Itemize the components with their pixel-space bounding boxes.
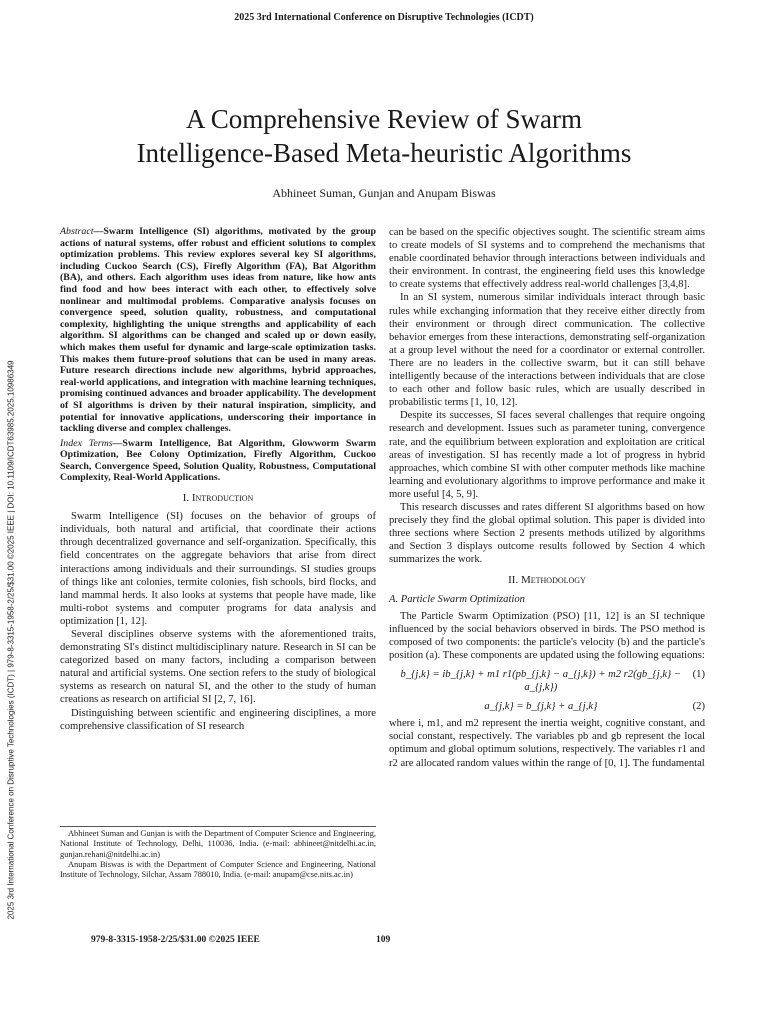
section-title: Methodology xyxy=(520,574,586,587)
author-list: Abhineet Suman, Gunjan and Anupam Biswas xyxy=(272,186,496,200)
body-paragraph: where i, m1, and m2 represent the inertia weight, cognitive constant, and social constant, respectively. The variables pb and gb represent the local optimum and global optimum solutions, respectively. The variables r1 and r2 are allocated random values within the range of [0, 1]. The fundamental xyxy=(389,718,705,769)
section-title: Introduction xyxy=(191,492,254,505)
body-paragraph: This research discusses and rates different SI algorithms based on how precisely they find the global optimal solution. This paper is divided into three sections where Section 2 presents methods utilized by algorithms and Section 3 displays outcome results followed by Section 4 which summarizes the work. xyxy=(389,501,705,566)
copyright-line: 979-8-3315-1958-2/25/$31.00 ©2025 IEEE xyxy=(91,935,260,945)
body-paragraph: The Particle Swarm Optimization (PSO) [11, 12] is an SI technique influenced by the social behaviors observed in birds. The PSO method is composed of two components: the particle's velocity (b) and the particle's position (a). These components are updated using the following equations: xyxy=(389,610,705,661)
footnote: Anupam Biswas is with the Department of Computer Science and Engineering, National Institute of Technology, Silchar, Assam 788010, India. (e-mail: anupam@cse.nits.ac.in) xyxy=(60,859,376,880)
index-terms xyxy=(60,438,376,484)
abstract xyxy=(60,226,376,435)
title-line-1: A Comprehensive Review of Swarm xyxy=(186,104,582,134)
equation-body: a_{j,k} = b_{j,k} + a_{j,k} xyxy=(484,701,598,713)
equation-2 xyxy=(389,700,705,713)
section-number: II. xyxy=(508,574,519,587)
index-terms-text: —Swarm Intelligence, Bat Algorithm, Glowworm Swarm Optimization, Bee Colony Optimization, Firefly Algorithm, Cuckoo Search, Convergence Speed, Solution Quality, Robustness, Computational Complexity, Real-World Applications. xyxy=(60,437,376,484)
footnote: Abhineet Suman and Gunjan is with the Department of Computer Science and Engineering, National Institute of Technology, Delhi, 110036, India. (e-mail: abhineet@nitdelhi.ac.in, gunjan.rehani@nitdelhi.ac.in) xyxy=(60,829,376,859)
right-column xyxy=(389,226,705,770)
equation-1 xyxy=(389,668,705,694)
doi-sidebar xyxy=(2,330,20,950)
footnotes xyxy=(60,826,376,880)
body-paragraph: In an SI system, numerous similar individuals interact through basic rules while exchanging information that they receive either directly from their environment or through direct communication. The collective behavior emerges from these interactions, demonstrating self-organization at a group level without the need for a coordinator or external controller. There are no leaders in the collective swarm, but it can still behave intelligently because of the interactions between individuals that are close to each other and follow basic rules, which are usually described in probabilistic terms [1, 10, 12]. xyxy=(389,292,705,409)
left-column xyxy=(60,226,376,733)
conference-header: 2025 3rd International Conference on Disruptive Technologies (ICDT) xyxy=(234,12,534,23)
body-paragraph: Despite its successes, SI faces several challenges that require ongoing research and development. Issues such as parameter tuning, convergence rate, and the equilibrium between exploration and exploitation are critical areas of investigation. SI has recently made a lot of progress in hybrid approaches, which combine SI with other computer methods like machine learning and evolutionary algorithms to improve performance and make it more useful [4, 5, 9]. xyxy=(389,410,705,500)
page-number: 109 xyxy=(376,935,391,945)
section-heading-introduction xyxy=(60,492,376,505)
equation-body: b_{j,k} = ib_{j,k} + m1 r1(pb_{j,k} − a_{j,k}) + m2 r2(gb_{j,k} − a_{j,k}) xyxy=(400,669,682,694)
title-line-2: Intelligence-Based Meta-heuristic Algorithms xyxy=(136,138,632,168)
subsection-heading: A. Particle Swarm Optimization xyxy=(389,593,525,605)
paper-title xyxy=(0,102,768,170)
equation-number: (2) xyxy=(692,701,705,713)
intro-paragraph: Distinguishing between scientific and engineering disciplines, a more comprehensive classification of SI research xyxy=(60,707,376,732)
abstract-label: Abstract xyxy=(60,226,94,237)
intro-paragraph: Swarm Intelligence (SI) focuses on the behavior of groups of individuals, both natural and artificial, that coordinate their actions through decentralized governance and self-organization. Specifically, this field concentrates on the aggregate behaviors that arise from direct interactions among individuals and their surroundings. SI studies groups of things like ant colonies, termite colonies, fish schools, bird flocks, and land mammal herds. It also looks at systems that people have made, like multi-robot systems and computer programs for data analysis and optimization [1, 12]. xyxy=(60,511,376,627)
equation-number: (1) xyxy=(692,669,705,680)
index-terms-label: Index Terms xyxy=(60,437,113,449)
abstract-text: —Swarm Intelligence (SI) algorithms, motivated by the group actions of natural systems, offer robust and efficient solutions to complex optimization problems. This review explores several key SI algorithms, including Cuckoo Search (CS), Firefly Algorithm (FA), Bat Algorithm (BA), and others. Each algorithm uses ideas from nature, like how ants find food and how bees interact with each other, to effectively solve nonlinear and multimodal problems. Comparative analysis focuses on convergence speed, solution quality, robustness, and computational complexity, highlighting the unique strengths and applicability of each algorithm. SI algorithms can be changed and scaled up or down easily, which makes them useful for dynamic and large-scale optimization tasks. This makes them future-proof solutions that can be used in many areas. Future research directions include new algorithms, hybrid approaches, real-world applications, and integration with machine learning techniques, promising continued advances and broader applicability. The development of SI algorithms is driven by their natural inspiration, simplicity, and potential for innovative applications, underscoring their importance in tackling diverse and complex challenges. xyxy=(60,226,376,435)
section-heading-methodology xyxy=(389,574,705,587)
body-paragraph: can be based on the specific objectives sought. The scientific stream aims to create models of SI systems and to comprehend the mechanisms that enable coordinated behavior through interactions between individuals and their environment. In contrast, the engineering field uses this knowledge to create systems that effectively address real-world challenges [3,4,8]. xyxy=(389,227,705,291)
section-number: I. xyxy=(182,492,190,505)
doi-sidebar-text: 2025 3rd International Conference on Disruptive Technologies (ICDT) | 979-8-3315-1958-2/25/$31.00 ©2025 IEEE | DOI: 10.1109/ICDT63985.2025.10986349 xyxy=(6,360,16,920)
intro-paragraph: Several disciplines observe systems with the aforementioned traits, demonstrating SI's distinct multidisciplinary nature. Research in SI can be categorized based on many factors, including a comparison between natural and artificial systems. One section refers to the study of biological systems as research on natural SI, and the other to the study of human creations as research on artificial SI [2, 7, 16]. xyxy=(60,629,376,706)
